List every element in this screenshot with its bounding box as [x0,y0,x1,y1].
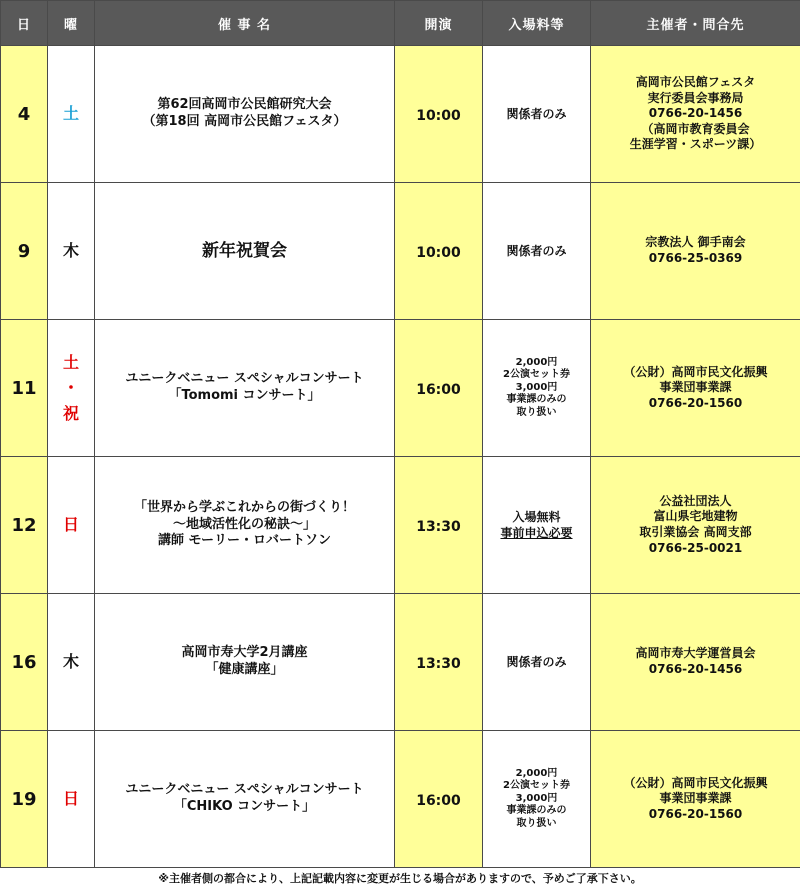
title-line: ユニークベニュー スペシャルコンサート [125,782,364,798]
event-title-cell [95,594,395,731]
fee-line: 2,000円 [515,767,558,779]
day-number: 16 [11,651,37,673]
day-cell [1,46,48,183]
organizer-cell [591,731,800,868]
organizer-line: 事業団事業課 [659,791,732,806]
event-title-cell [95,320,395,457]
organizer-cell [591,457,800,594]
title-line: 「CHIKO コンサート」 [173,799,316,814]
organizer-line: 0766-20-1560 [648,806,743,821]
title-line: 「Tomomi コンサート」 [168,388,321,403]
organizer-line: 高岡市寿大学運営員会 [635,646,756,661]
fee-line: 2公演セット券 [503,780,570,792]
start-time-cell [395,46,483,183]
header-start-time: 開演 [395,1,483,46]
start-time-cell [395,320,483,457]
event-title-cell [95,731,395,868]
fee-line: 関係者のみ [506,243,567,258]
event-title-cell [95,46,395,183]
fee-cell [483,731,591,868]
day-number: 19 [11,788,37,810]
event-title-cell [95,457,395,594]
fee-cell [483,594,591,731]
table-row [1,183,800,320]
weekday-line: ・ [62,378,79,398]
start-time: 13:30 [416,518,461,535]
table-row [1,594,800,731]
table-header-row [1,1,800,46]
fee-line: 関係者のみ [506,106,567,121]
organizer-line: （公財）高岡市民文化振興 [623,775,768,790]
fee-line: 取り扱い [516,817,557,829]
title-line: 講師 モーリー・ロバートソン [157,533,331,549]
table-row [1,457,800,594]
fee-line: 2,000円 [515,356,558,368]
organizer-cell [591,594,800,731]
organizer-line: 0766-20-1456 [648,662,743,676]
organizer-line: 事業団事業課 [659,380,732,395]
weekday-cell [48,46,95,183]
organizer-cell [591,320,800,457]
day-number: 12 [11,514,37,536]
organizer-line: （高岡市教育委員会 [641,121,750,136]
weekday-cell [48,457,95,594]
organizer-line: 宗教法人 御手南会 [645,235,746,250]
fee-cell [483,46,591,183]
fee-line: 3,000円 [515,381,558,393]
weekday-line: 日 [62,789,79,809]
fee-cell [483,457,591,594]
start-time: 16:00 [416,792,461,809]
day-number: 4 [17,103,31,125]
title-line: 第62回高岡市公民館研究大会 [157,97,332,113]
fee-line: 関係者のみ [506,654,567,669]
day-cell [1,457,48,594]
organizer-cell [591,46,800,183]
day-cell [1,183,48,320]
title-line: ユニークベニュー スペシャルコンサート [125,371,364,387]
weekday-line: 日 [62,515,79,535]
weekday-line: 土 [62,352,79,372]
day-cell [1,320,48,457]
start-time-cell [395,731,483,868]
event-title-cell [95,183,395,320]
start-time: 13:30 [416,655,461,672]
title-line: 高岡市寿大学2月講座 [181,645,308,661]
table-row [1,46,800,183]
title-line: （第18回 高岡市公民館フェスタ） [142,114,347,129]
fee-line: 2公演セット券 [503,369,570,381]
fee-cell [483,320,591,457]
fee-line: 入場無料 [512,509,561,524]
organizer-cell [591,183,800,320]
weekday-line: 土 [62,104,79,124]
day-number: 9 [17,240,31,262]
start-time: 10:00 [416,244,461,261]
organizer-line: 富山県宅地建物 [653,509,738,524]
header-organizer: 主催者・問合先 [591,1,800,46]
organizer-line: 実行委員会事務局 [647,90,744,105]
organizer-line: 0766-25-0369 [648,251,743,265]
header-event-name: 催 事 名 [95,1,395,46]
header-weekday: 曜 [48,1,95,46]
day-cell [1,594,48,731]
fee-line: 取り扱い [516,406,557,418]
day-number: 11 [11,377,37,399]
header-day: 日 [1,1,48,46]
organizer-line: 高岡市公民館フェスタ [635,75,756,90]
start-time-cell [395,594,483,731]
weekday-cell [48,183,95,320]
weekday-cell [48,594,95,731]
title-line: 「健康講座」 [205,662,284,677]
day-cell [1,731,48,868]
start-time-cell [395,183,483,320]
organizer-line: 0766-25-0021 [648,540,743,555]
organizer-line: （公財）高岡市民文化振興 [623,364,768,379]
header-fee: 入場料等 [483,1,591,46]
organizer-line: 取引業協会 高岡支部 [639,525,752,539]
fee-line: 事業課のみの [506,394,567,406]
fee-line: 事前申込必要 [500,526,573,540]
weekday-cell [48,731,95,868]
start-time-cell [395,457,483,594]
organizer-line: 0766-20-1560 [648,395,743,410]
organizer-line: 生涯学習・スポーツ課） [629,137,762,152]
weekday-line: 木 [62,241,79,261]
fee-line: 事業課のみの [506,805,567,817]
weekday-line: 祝 [62,403,79,423]
title-line: 「世界から学ぶこれからの街づくり！ [133,499,355,515]
weekday-cell [48,320,95,457]
fee-cell [483,183,591,320]
weekday-line: 木 [62,652,79,672]
footnote: ※主催者側の都合により、上記記載内容に変更が生じる場合がありますので、予めご了承下さい。 [158,872,642,885]
fee-line: 3,000円 [515,792,558,804]
table-row [1,731,800,868]
start-time: 16:00 [416,381,461,398]
organizer-line: 公益社団法人 [659,493,732,508]
title-line: ～地域活性化の秘訣～」 [172,516,316,532]
start-time: 10:00 [416,107,461,124]
organizer-line: 0766-20-1456 [648,106,743,121]
table-row [1,320,800,457]
title-line: 新年祝賀会 [202,240,287,261]
